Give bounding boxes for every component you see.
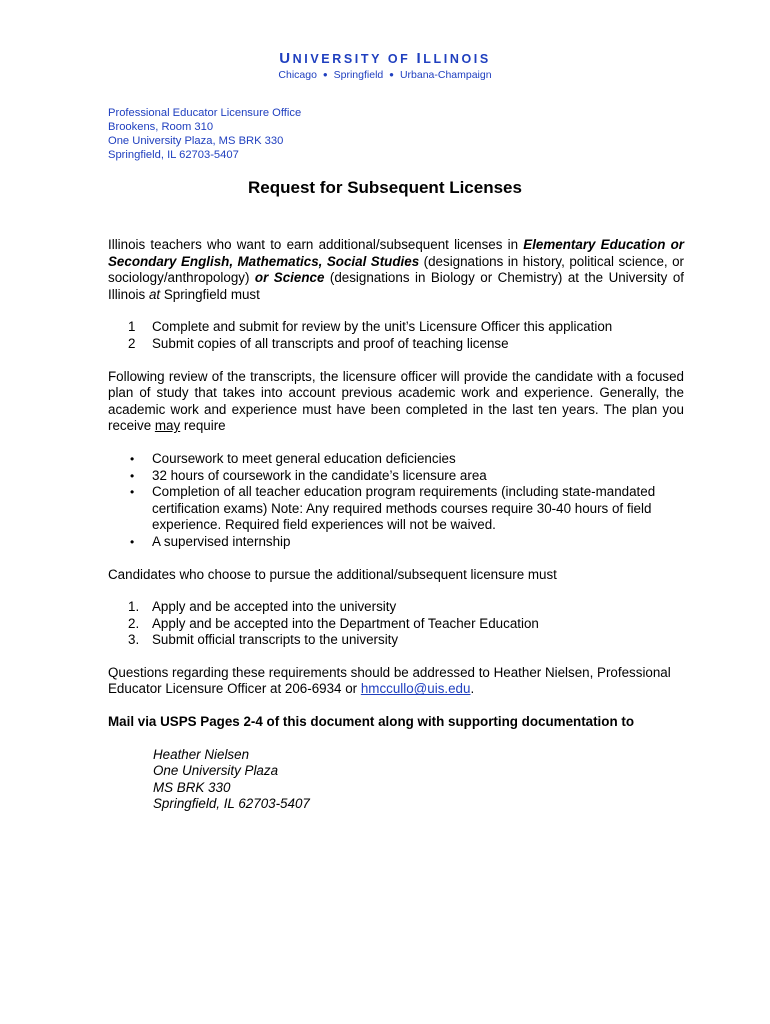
candidates-intro: Candidates who choose to pursue the additional/subsequent licensure must bbox=[108, 566, 557, 582]
list-item: • Completion of all teacher education program requirements (including state-mandated certification exams) Note: Any required methods courses require 30-40 hours of field experience. Required field experiences will not be waived. bbox=[130, 484, 656, 533]
email-link[interactable]: hmccullo@uis.edu bbox=[360, 681, 471, 697]
office-line: One University Plaza, MS BRK 330 bbox=[108, 135, 284, 147]
requirements-list bbox=[108, 451, 684, 551]
intro-paragraph: Illinois teachers who want to earn additional/subsequent licenses in Elementary Education or Secondary English, Mathematics, Social Studies (designations in history, political science, or sociology/anthropology) or Science (designations in Biology or Chemistry) at the University of Illinois at Springfield must bbox=[108, 237, 685, 302]
address-line: One University Plaza bbox=[153, 763, 279, 779]
letterhead bbox=[0, 50, 770, 81]
mailing-address bbox=[153, 747, 684, 813]
document-body bbox=[108, 237, 684, 813]
campus-springfield: Springfield bbox=[333, 69, 384, 81]
candidate-steps bbox=[108, 599, 684, 649]
bullet-separator: ● bbox=[389, 70, 395, 79]
list-item: 1. Apply and be accepted into the university bbox=[128, 599, 397, 615]
university-name: UNIVERSITY OF ILLINOIS bbox=[279, 50, 491, 67]
list-item: • 32 hours of coursework in the candidate’s licensure area bbox=[130, 467, 487, 483]
list-item: • A supervised internship bbox=[130, 533, 291, 549]
bullet-separator: ● bbox=[322, 70, 328, 79]
office-line: Springfield, IL 62703-5407 bbox=[108, 149, 239, 161]
application-steps bbox=[108, 319, 684, 352]
campus-chicago: Chicago bbox=[278, 69, 317, 81]
page-title: Request for Subsequent Licenses bbox=[248, 178, 522, 197]
office-address bbox=[108, 106, 301, 162]
office-line: Brookens, Room 310 bbox=[108, 121, 214, 133]
list-item: 3. Submit official transcripts to the university bbox=[128, 632, 399, 648]
list-item: 2 Submit copies of all transcripts and proof of teaching license bbox=[128, 335, 509, 351]
list-item: 2. Apply and be accepted into the Department of Teacher Education bbox=[128, 615, 539, 631]
address-line: Springfield, IL 62703-5407 bbox=[153, 796, 310, 812]
address-line: Heather Nielsen bbox=[153, 746, 250, 762]
office-line: Professional Educator Licensure Office bbox=[108, 107, 302, 119]
questions-paragraph: Questions regarding these requirements should be addressed to Heather Nielsen, Professional Educator Licensure Officer at 206-6934 or hmccullo@uis.edu. bbox=[108, 664, 671, 697]
list-item: 1 Complete and submit for review by the unit’s Licensure Officer this application bbox=[128, 319, 613, 335]
campus-urbana-champaign: Urbana-Champaign bbox=[399, 69, 492, 81]
list-item: • Coursework to meet general education deficiencies bbox=[130, 450, 456, 466]
mail-instruction: Mail via USPS Pages 2-4 of this document along with supporting documentation to bbox=[108, 714, 634, 730]
review-paragraph: Following review of the transcripts, the licensure officer will provide the candidate with a focused plan of study that takes into account previous academic work and experience. Generally, the academic work and experience must have been completed in the last ten years. The plan you receive may require bbox=[108, 368, 684, 434]
campus-list bbox=[0, 69, 770, 81]
address-line: MS BRK 330 bbox=[153, 779, 231, 795]
